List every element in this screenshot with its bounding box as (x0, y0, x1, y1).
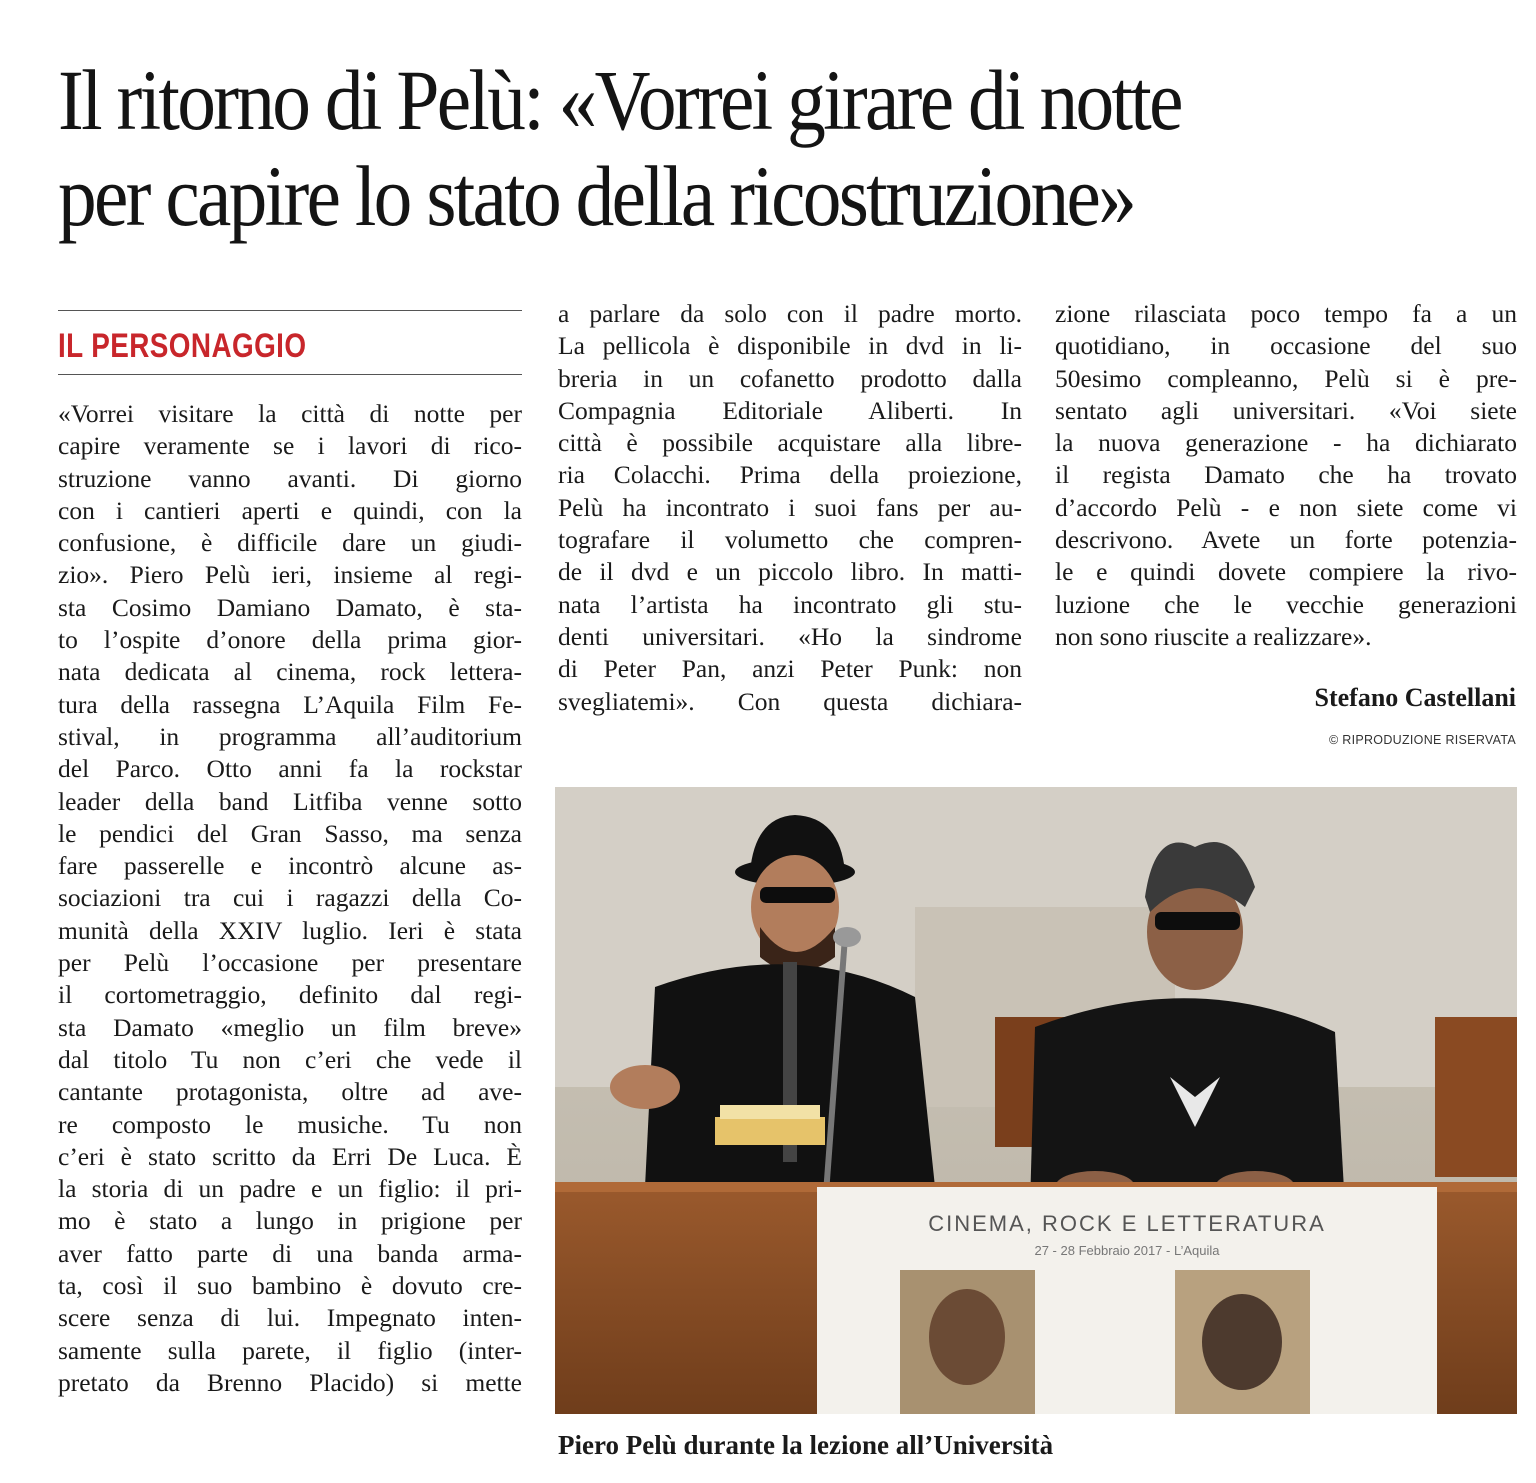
text-line: il cortometraggio, definito dal regi- (58, 980, 522, 1010)
text-line: mo è stato a lungo in prigione per (58, 1206, 522, 1236)
photo-banner-title: CINEMA, ROCK E LETTERATURA (928, 1211, 1326, 1236)
text-line: nata dedicata al cinema, rock lettera- (58, 657, 522, 687)
kicker-bottom-rule (58, 374, 522, 375)
text-line: il regista Damato che ha trovato (1055, 460, 1517, 490)
headline-line-1: Il ritorno di Pelù: «Vorrei girare di notte (58, 52, 1181, 148)
text-line: zione rilasciata poco tempo fa a un (1055, 299, 1517, 328)
text-line: con i cantieri aperti e quindi, con la (58, 495, 522, 525)
text-line: «Vorrei visitare la città di notte per (58, 399, 522, 428)
author-byline: Stefano Castellani (1314, 683, 1516, 712)
text-line: per Pelù l’occasione per presentare (58, 948, 522, 978)
headline-line-2: per capire lo stato della ricostruzione» (58, 148, 1135, 244)
text-line: la nuova generazione - ha dichiarato (1055, 428, 1517, 458)
text-line: le e quindi dovete compiere la rivo- (1055, 557, 1517, 587)
text-line: sentato agli universitari. «Voi siete (1055, 395, 1517, 425)
text-line: cantante protagonista, oltre ad ave- (58, 1077, 522, 1107)
text-line: le pendici del Gran Sasso, ma senza (58, 818, 522, 848)
text-line: c’eri è stato scritto da Erri De Luca. È (58, 1141, 522, 1171)
text-line: scere senza di lui. Impegnato inten- (58, 1303, 522, 1333)
text-line: La pellicola è disponibile in dvd in li- (558, 331, 1022, 361)
text-line: svegliatemi». Con questa dichiara- (558, 686, 1022, 716)
text-line: quotidiano, in occasione del suo (1055, 331, 1517, 361)
text-line: Pelù ha incontrato i suoi fans per au- (558, 492, 1022, 522)
text-line: stival, in programma all’auditorium (58, 721, 522, 751)
text-line: sta Damato «meglio un film breve» (58, 1012, 522, 1042)
text-line: descrivono. Avete un forte potenzia- (1055, 525, 1517, 555)
photo-banner-subtitle: 27 - 28 Febbraio 2017 - L’Aquila (1034, 1243, 1220, 1258)
article-photo (555, 787, 1517, 1414)
text-line: a parlare da solo con il padre morto. (558, 299, 1022, 328)
text-line: to l’ospite d’onore della prima gior- (58, 625, 522, 655)
text-line: aver fatto parte di una banda arma- (58, 1238, 522, 1268)
text-line: dal titolo Tu non c’eri che vede il (58, 1044, 522, 1074)
text-line: ria Colacchi. Prima della proiezione, (558, 460, 1022, 490)
photo-caption: Piero Pelù durante la lezione all’Università (558, 1430, 1054, 1460)
text-line: breria in un cofanetto prodotto dalla (558, 363, 1022, 393)
copyright-notice: © RIPRODUZIONE RISERVATA (1328, 733, 1516, 747)
text-line: zio». Piero Pelù ieri, insieme al regi- (58, 560, 522, 590)
text-line: 50esimo compleanno, Pelù si è pre- (1055, 363, 1517, 393)
article-column-2 (558, 298, 1022, 718)
text-line: tura della rassegna L’Aquila Film Fe- (58, 689, 522, 719)
text-line: sociazioni tra cui i ragazzi della Co- (58, 883, 522, 913)
headline (58, 52, 1372, 244)
photo-illustration (555, 787, 1517, 1414)
text-line: di Peter Pan, anzi Peter Punk: non (558, 654, 1022, 684)
kicker-top-rule (58, 310, 522, 311)
text-line: re composto le musiche. Tu non (58, 1109, 522, 1139)
text-line: struzione vanno avanti. Di giorno (58, 463, 522, 493)
text-line: del Parco. Otto anni fa la rockstar (58, 754, 522, 784)
text-line: città è possibile acquistare alla libre- (558, 428, 1022, 458)
text-line: sta Cosimo Damiano Damato, è sta- (58, 592, 522, 622)
section-kicker: IL PERSONAGGIO (58, 327, 307, 365)
text-line: Compagnia Editoriale Aliberti. In (558, 395, 1022, 425)
text-line: non sono riuscite a realizzare». (1055, 621, 1372, 651)
text-line: tografare il volumetto che compren- (558, 525, 1022, 555)
article-column-3 (1055, 298, 1517, 653)
text-line: de il dvd e un piccolo libro. In matti- (558, 557, 1022, 587)
text-line: confusione, è difficile dare un giudi- (58, 528, 522, 558)
text-line: la storia di un padre e un figlio: il pri- (58, 1174, 522, 1204)
text-line: capire veramente se i lavori di rico- (58, 431, 522, 461)
text-line: denti universitari. «Ho la sindrome (558, 621, 1022, 651)
text-line: samente sulla parete, il figlio (inter- (58, 1335, 522, 1365)
text-line: nata l’artista ha incontrato gli stu- (558, 589, 1022, 619)
text-line: luzione che le vecchie generazioni (1055, 589, 1517, 619)
text-line: fare passerelle e incontrò alcune as- (58, 851, 522, 881)
text-line: ta, così il suo bambino è dovuto cre- (58, 1271, 522, 1301)
text-line: leader della band Litfiba venne sotto (58, 786, 522, 816)
text-line: pretato da Brenno Placido) si mette (58, 1367, 522, 1397)
text-line: munità della XXIV luglio. Ieri è stata (58, 915, 522, 945)
article-column-1 (58, 398, 522, 1399)
text-line: d’accordo Pelù - e non siete come vi (1055, 492, 1517, 522)
